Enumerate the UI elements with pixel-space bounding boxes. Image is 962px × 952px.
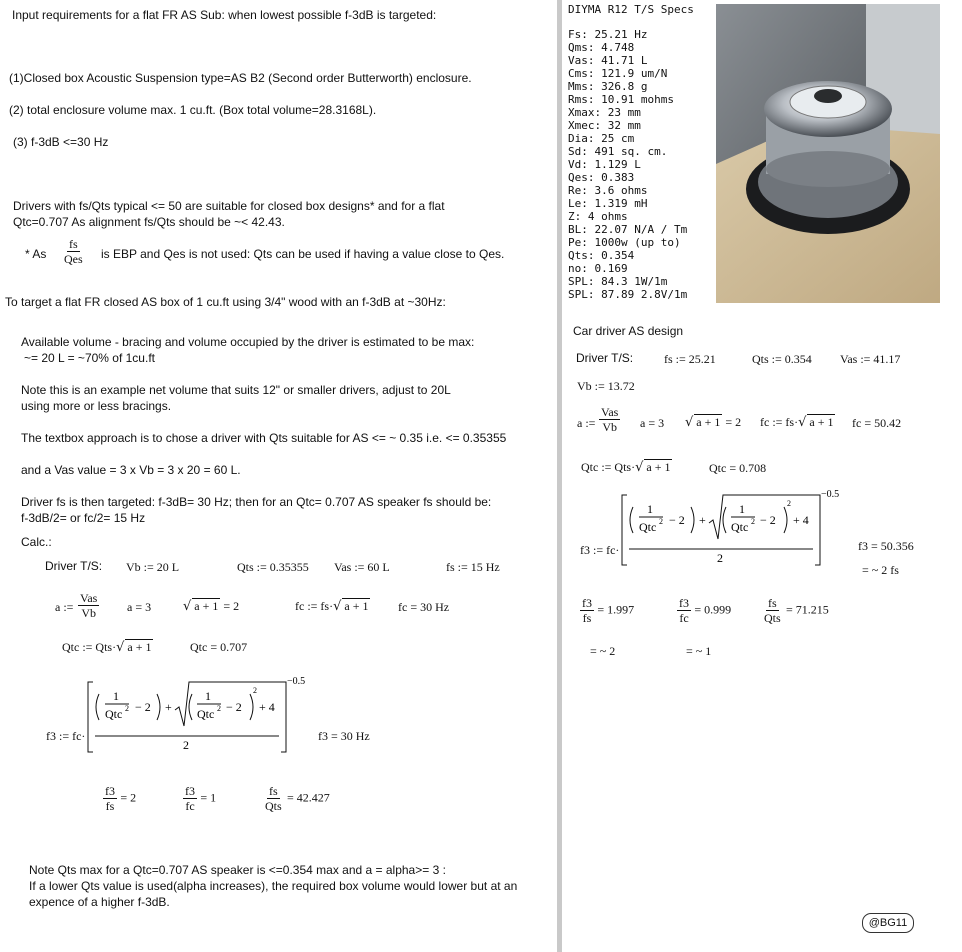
- right-vb-definition: Vb := 13.72: [577, 379, 635, 393]
- spec-line: Vas: 41.71 L: [568, 54, 648, 67]
- spec-line: Mms: 326.8 g: [568, 80, 648, 93]
- spec-line: Pe: 1000w (up to): [568, 236, 681, 249]
- svg-text:2: 2: [787, 499, 791, 508]
- right-approx-1: = ~ 1: [686, 644, 712, 658]
- author-badge: @BG11: [862, 913, 914, 933]
- spec-line: SPL: 84.3 1W/1m: [568, 275, 668, 288]
- svg-text:1: 1: [647, 502, 653, 516]
- fc-value: fc = 30 Hz: [398, 600, 450, 614]
- right-fc-definition: fc := fs·√ a + 1: [760, 415, 834, 430]
- f3-over-fs: $\frac{f3}{fs}$ = 2: [105, 784, 137, 813]
- svg-text:+ 4: + 4: [259, 700, 275, 714]
- subwoofer-photo: [716, 4, 940, 303]
- right-f3-value: f3 = 50.356: [858, 539, 914, 553]
- spec-line: no: 0.169: [568, 262, 628, 275]
- svg-text:−0.5: −0.5: [821, 489, 840, 500]
- svg-text:2: 2: [217, 704, 221, 713]
- right-sqrt: √ a + 1 = 2: [685, 415, 742, 430]
- fs-over-qes-fraction: $\frac{fs}{\text{Qes}}$: [64, 237, 83, 266]
- right-f3-formula: [619, 487, 843, 569]
- vb-definition: Vb := 20 L: [126, 560, 180, 574]
- f3-lhs: f3 := fc·: [46, 729, 86, 743]
- spec-line: Rms: 10.91 mohms: [568, 93, 674, 106]
- svg-text:1: 1: [113, 689, 119, 703]
- f3-over-fc: $\frac{f3}{fc}$ = 1: [185, 784, 217, 813]
- svg-text:2: 2: [125, 704, 129, 713]
- svg-text:− 2: − 2: [760, 513, 776, 527]
- as-suffix: is EBP and Qes is not used: Qts can be used if having a value close to Qes.: [101, 247, 505, 261]
- svg-text:Qtc: Qtc: [639, 520, 657, 534]
- drivers-line-2: Qtc=0.707 As alignment fs/Qts should be ~< 42.43.: [13, 215, 285, 229]
- right-fs-definition: fs := 25.21: [664, 352, 716, 366]
- spec-line: Qms: 4.748: [568, 41, 635, 54]
- car-driver-label: Car driver AS design: [573, 324, 684, 338]
- spec-line: Le: 1.319 mH: [568, 197, 648, 210]
- specs-list: [568, 28, 687, 301]
- intro-text: Input requirements for a flat FR AS Sub: when lowest possible f-3dB is targeted:: [12, 8, 437, 22]
- right-f3-over-fc: $\frac{f3}{fc}$ = 0.999: [679, 596, 732, 625]
- spec-line: Fs: 25.21 Hz: [568, 28, 648, 41]
- fs-definition: fs := 15 Hz: [446, 560, 500, 574]
- note-line-1: Note this is an example net volume that suits 12" or smaller drivers, adjust to 20L: [21, 383, 451, 397]
- svg-text:− 2: − 2: [226, 700, 242, 714]
- vas-over-vb-fraction: $\frac{\text{Vas}}{Vb}$: [80, 591, 98, 620]
- specs-title: DIYMA R12 T/S Specs: [568, 3, 694, 16]
- svg-text:1: 1: [739, 502, 745, 516]
- svg-text:Qtc: Qtc: [731, 520, 749, 534]
- textbox-approach: The textbox approach is to chose a driver with Qts suitable for AS <= ~ 0.35 i.e. <= 0.35355: [21, 431, 507, 445]
- requirement-3: (3) f-3dB <=30 Hz: [13, 135, 109, 149]
- fs-over-qts: $\frac{fs}{\text{Qts}}$ = 42.427: [265, 784, 330, 813]
- svg-text:2: 2: [183, 738, 189, 752]
- as-prefix: * As: [25, 247, 47, 261]
- final-note-3: expence of a higher f-3dB.: [29, 895, 170, 909]
- spec-line: Xmax: 23 mm: [568, 106, 641, 119]
- right-f3-lhs: f3 := fc·: [580, 543, 620, 557]
- svg-text:− 2: − 2: [669, 513, 685, 527]
- sqrt-a-plus-1: √ a + 1 = 2: [183, 599, 240, 614]
- svg-text:2: 2: [751, 517, 755, 526]
- qts-definition: Qts := 0.35355: [237, 560, 309, 574]
- spec-line: SPL: 87.89 2.8V/1m: [568, 288, 688, 301]
- right-qtc-definition: Qtc := Qts·√ a + 1: [581, 460, 671, 475]
- column-divider: [557, 0, 562, 952]
- right-f3-over-fs: $\frac{f3}{fs}$ = 1.997: [582, 596, 635, 625]
- fc-definition: fc := fs·√ a + 1: [295, 599, 369, 614]
- qtc-definition: Qtc := Qts·√ a + 1: [62, 640, 152, 655]
- target-text: To target a flat FR closed AS box of 1 cu.ft using 3/4" wood with an f-3dB at ~30Hz:: [5, 295, 446, 309]
- svg-text:2: 2: [253, 686, 257, 695]
- spec-line: Xmec: 32 mm: [568, 119, 641, 132]
- svg-text:+: +: [165, 700, 172, 714]
- svg-text:1: 1: [205, 689, 211, 703]
- spec-line: Sd: 491 sq. cm.: [568, 145, 668, 158]
- fs-target-line-2: f-3dB/2= or fc/2= 15 Hz: [21, 511, 146, 525]
- vas-definition: Vas := 60 L: [334, 560, 390, 574]
- driver-ts-label: Driver T/S:: [45, 559, 103, 573]
- fs-target-line-1: Driver fs is then targeted: f-3dB= 30 Hz; then for an Qtc= 0.707 AS speaker fs should be:: [21, 495, 492, 509]
- svg-text:+ 4: + 4: [793, 513, 809, 527]
- f3-value: f3 = 30 Hz: [318, 729, 370, 743]
- right-approx-2: = ~ 2: [590, 644, 616, 658]
- right-qts-definition: Qts := 0.354: [752, 352, 812, 366]
- vas-text: and a Vas value = 3 x Vb = 3 x 20 = 60 L.: [21, 463, 241, 477]
- a-value: a = 3: [127, 600, 152, 614]
- available-volume-line-1: Available volume - bracing and volume occupied by the driver is estimated to be max:: [21, 335, 475, 349]
- f3-formula: [85, 674, 305, 756]
- svg-text:2: 2: [659, 517, 663, 526]
- spec-line: Vd: 1.129 L: [568, 158, 641, 171]
- a-lhs: a :=: [55, 600, 74, 614]
- spec-line: BL: 22.07 N/A / Tm: [568, 223, 688, 236]
- right-driver-ts-label: Driver T/S:: [576, 351, 634, 365]
- right-a-lhs: a :=: [577, 416, 596, 430]
- spec-line: Cms: 121.9 um/N: [568, 67, 668, 80]
- calc-label: Calc.:: [21, 535, 52, 549]
- svg-text:Qtc: Qtc: [105, 707, 123, 721]
- right-qtc-value: Qtc = 0.708: [709, 461, 767, 475]
- drivers-line-1: Drivers with fs/Qts typical <= 50 are suitable for closed box designs* and for a flat: [13, 199, 445, 213]
- svg-text:− 2: − 2: [135, 700, 151, 714]
- final-note-2: If a lower Qts value is used(alpha increases), the required box volume would lower but at an: [29, 879, 518, 893]
- svg-text:2: 2: [717, 551, 723, 565]
- svg-text:+: +: [699, 513, 706, 527]
- svg-text:−0.5: −0.5: [287, 676, 305, 687]
- spec-line: Re: 3.6 ohms: [568, 184, 648, 197]
- spec-line: Z: 4 ohms: [568, 210, 628, 223]
- right-vas-definition: Vas := 41.17: [840, 352, 901, 366]
- right-a-value: a = 3: [640, 416, 665, 430]
- qtc-value: Qtc = 0.707: [190, 640, 248, 654]
- spec-line: Dia: 25 cm: [568, 132, 635, 145]
- right-fc-value: fc = 50.42: [852, 416, 902, 430]
- svg-text:Qtc: Qtc: [197, 707, 215, 721]
- right-vas-over-vb: $\frac{\text{Vas}}{Vb}$: [601, 405, 619, 434]
- right-f3-approx: = ~ 2 fs: [862, 563, 899, 577]
- spec-line: Qes: 0.383: [568, 171, 635, 184]
- final-note-1: Note Qts max for a Qtc=0.707 AS speaker is <=0.354 max and a = alpha>= 3 :: [29, 863, 446, 877]
- requirement-1: (1)Closed box Acoustic Suspension type=AS B2 (Second order Butterworth) enclosure.: [9, 71, 472, 85]
- note-line-2: using more or less bracings.: [21, 399, 172, 413]
- spec-line: Qts: 0.354: [568, 249, 635, 262]
- available-volume-line-2: ~= 20 L = ~70% of 1cu.ft: [24, 351, 155, 365]
- requirement-2: (2) total enclosure volume max. 1 cu.ft. (Box total volume=28.3168L).: [9, 103, 377, 117]
- right-fs-over-qts: $\frac{fs}{\text{Qts}}$ = 71.215: [764, 596, 829, 625]
